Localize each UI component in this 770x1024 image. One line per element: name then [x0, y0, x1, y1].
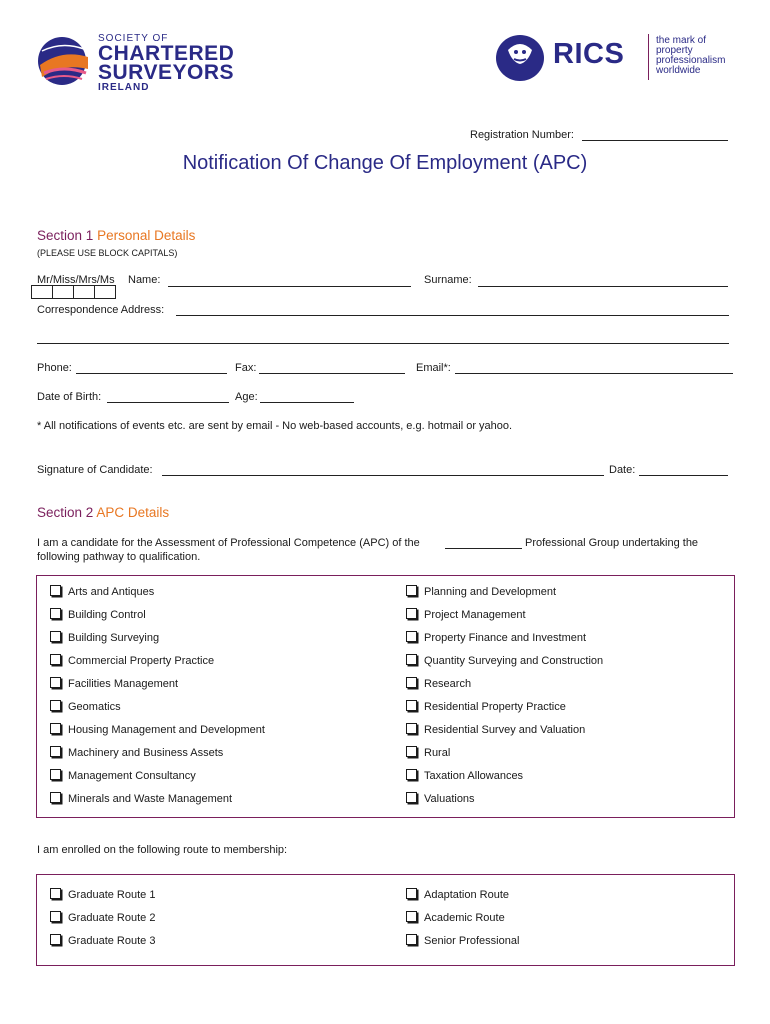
- routes-panel: [36, 874, 735, 966]
- date-field[interactable]: [639, 475, 728, 476]
- pathway-checkbox[interactable]: Geomatics: [50, 700, 121, 713]
- candidate-statement-line2: following pathway to qualification.: [37, 551, 201, 563]
- checkbox-icon[interactable]: [406, 608, 417, 619]
- section1-heading: [37, 228, 195, 243]
- checkbox-icon[interactable]: [50, 934, 61, 945]
- checkbox-icon[interactable]: [50, 911, 61, 922]
- route-checkbox[interactable]: Academic Route: [406, 911, 505, 924]
- salutation-label: Mr/Miss/Mrs/Ms: [37, 274, 115, 286]
- pathway-checkbox[interactable]: Residential Survey and Valuation: [406, 723, 585, 736]
- rics-wordmark: RICS: [553, 38, 625, 70]
- salutation-boxes[interactable]: [31, 285, 115, 302]
- route-intro: I am enrolled on the following route to membership:: [37, 844, 288, 856]
- checkbox-icon[interactable]: [50, 746, 61, 757]
- pathway-checkbox[interactable]: Rural: [406, 746, 450, 759]
- section2-heading: [37, 505, 169, 520]
- checkbox-icon[interactable]: [406, 934, 417, 945]
- checkbox-icon[interactable]: [406, 911, 417, 922]
- phone-field[interactable]: [76, 373, 227, 374]
- block-capitals-note: (PLEASE USE BLOCK CAPITALS): [37, 248, 178, 258]
- registration-field[interactable]: [582, 140, 728, 141]
- checkbox-icon[interactable]: [406, 746, 417, 757]
- registration-label: Registration Number:: [470, 129, 574, 141]
- checkbox-icon[interactable]: [406, 888, 417, 899]
- checkbox-icon[interactable]: [50, 585, 61, 596]
- section1-name: Personal Details: [97, 228, 196, 243]
- scsi-line4: IRELAND: [98, 82, 150, 93]
- pathway-checkbox[interactable]: Quantity Surveying and Construction: [406, 654, 603, 667]
- name-label: Name:: [128, 274, 161, 286]
- signature-field[interactable]: [162, 475, 604, 476]
- phone-label: Phone:: [37, 362, 72, 374]
- salutation-box[interactable]: [52, 285, 74, 299]
- scsi-logo: [36, 33, 286, 93]
- scsi-line2: CHARTERED: [98, 42, 235, 65]
- address-field-line1[interactable]: [176, 315, 729, 316]
- route-checkbox[interactable]: Adaptation Route: [406, 888, 509, 901]
- section2-number: Section 2: [37, 505, 94, 520]
- checkbox-icon[interactable]: [50, 700, 61, 711]
- pathways-panel: [36, 575, 735, 818]
- salutation-box[interactable]: [94, 285, 116, 299]
- checkbox-icon[interactable]: [406, 769, 417, 780]
- pathway-checkbox[interactable]: Commercial Property Practice: [50, 654, 214, 667]
- scsi-line3: SURVEYORS: [98, 61, 234, 84]
- pathway-checkbox[interactable]: Research: [406, 677, 471, 690]
- email-field[interactable]: [455, 373, 733, 374]
- route-checkbox[interactable]: Graduate Route 3: [50, 934, 155, 947]
- dob-label: Date of Birth:: [37, 391, 102, 403]
- pathway-checkbox[interactable]: Valuations: [406, 792, 475, 805]
- email-label: Email*:: [416, 362, 451, 374]
- pathway-checkbox[interactable]: Management Consultancy: [50, 769, 196, 782]
- professional-group-field[interactable]: [445, 548, 522, 549]
- age-label: Age:: [235, 391, 258, 403]
- pathway-checkbox[interactable]: Facilities Management: [50, 677, 178, 690]
- candidate-statement-start: I am a candidate for the Assessment of Professional Competence (APC) of the: [37, 537, 420, 549]
- checkbox-icon[interactable]: [406, 723, 417, 734]
- lion-emblem-icon: [492, 32, 548, 84]
- route-checkbox[interactable]: Graduate Route 2: [50, 911, 155, 924]
- signature-label: Signature of Candidate:: [37, 464, 153, 476]
- section1-number: Section 1: [37, 228, 94, 243]
- checkbox-icon[interactable]: [50, 792, 61, 803]
- checkbox-icon[interactable]: [50, 631, 61, 642]
- section2-name: APC Details: [96, 505, 170, 520]
- checkbox-icon[interactable]: [50, 769, 61, 780]
- pathway-checkbox[interactable]: Building Control: [50, 608, 146, 621]
- rics-logo: [492, 32, 742, 88]
- checkbox-icon[interactable]: [406, 585, 417, 596]
- checkbox-icon[interactable]: [50, 888, 61, 899]
- pathway-checkbox[interactable]: Taxation Allowances: [406, 769, 523, 782]
- address-field-line2[interactable]: [37, 343, 729, 344]
- age-field[interactable]: [260, 402, 354, 403]
- checkbox-icon[interactable]: [406, 677, 417, 688]
- pathway-checkbox[interactable]: Minerals and Waste Management: [50, 792, 232, 805]
- checkbox-icon[interactable]: [50, 723, 61, 734]
- checkbox-icon[interactable]: [50, 608, 61, 619]
- pathway-checkbox[interactable]: Planning and Development: [406, 585, 556, 598]
- address-label: Correspondence Address:: [37, 304, 165, 316]
- checkbox-icon[interactable]: [406, 631, 417, 642]
- pathway-checkbox[interactable]: Housing Management and Development: [50, 723, 265, 736]
- surname-label: Surname:: [424, 274, 472, 286]
- salutation-box[interactable]: [73, 285, 95, 299]
- scsi-line1: SOCIETY OF: [98, 33, 169, 44]
- pathway-checkbox[interactable]: Project Management: [406, 608, 526, 621]
- rics-tagline: the mark of property professionalism worldwide: [656, 35, 726, 76]
- checkbox-icon[interactable]: [50, 677, 61, 688]
- page-title: Notification Of Change Of Employment (APC): [182, 152, 588, 174]
- rics-divider: [648, 34, 649, 80]
- route-checkbox[interactable]: Graduate Route 1: [50, 888, 155, 901]
- globe-icon: [36, 35, 92, 91]
- pathway-checkbox[interactable]: Property Finance and Investment: [406, 631, 586, 644]
- pathway-checkbox[interactable]: Residential Property Practice: [406, 700, 566, 713]
- checkbox-icon[interactable]: [406, 654, 417, 665]
- fax-field[interactable]: [259, 373, 405, 374]
- pathway-checkbox[interactable]: Machinery and Business Assets: [50, 746, 223, 759]
- pathway-checkbox[interactable]: Arts and Antiques: [50, 585, 154, 598]
- name-field[interactable]: [168, 286, 411, 287]
- route-checkbox[interactable]: Senior Professional: [406, 934, 519, 947]
- email-note: * All notifications of events etc. are sent by email - No web-based accounts, e.g. hotmail or yahoo.: [37, 420, 513, 432]
- surname-field[interactable]: [478, 286, 728, 287]
- dob-field[interactable]: [107, 402, 229, 403]
- salutation-box[interactable]: [31, 285, 53, 299]
- checkbox-icon[interactable]: [50, 654, 61, 665]
- checkbox-icon[interactable]: [406, 700, 417, 711]
- fax-label: Fax:: [235, 362, 257, 374]
- pathway-checkbox[interactable]: Building Surveying: [50, 631, 159, 644]
- checkbox-icon[interactable]: [406, 792, 417, 803]
- date-label: Date:: [609, 464, 636, 476]
- candidate-statement-end: Professional Group undertaking the: [525, 537, 699, 549]
